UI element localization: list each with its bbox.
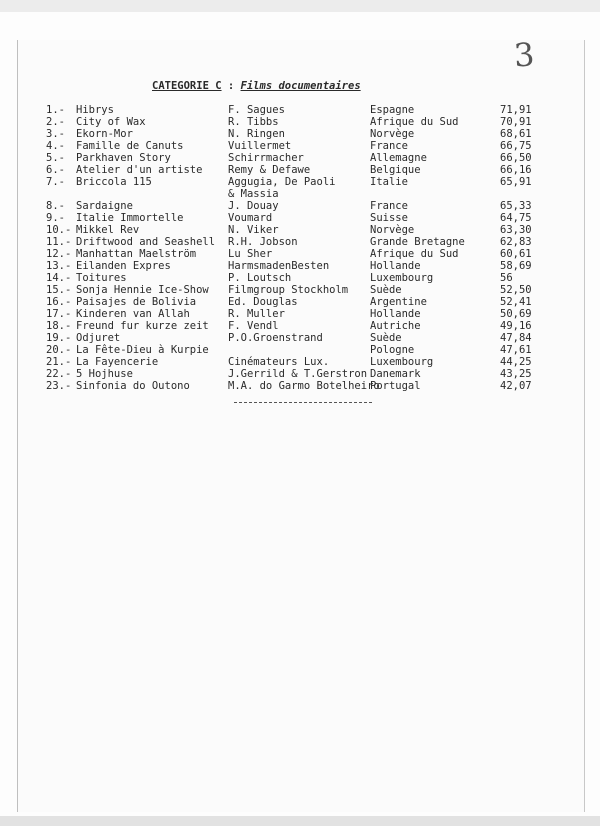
entry-number: 17.-: [46, 308, 72, 320]
film-title: La Fayencerie: [76, 356, 159, 368]
film-title: Toitures: [76, 272, 127, 284]
film-author: HarmsmadenBesten: [228, 260, 330, 272]
film-title: Briccola 115: [76, 176, 152, 188]
film-title: Mikkel Rev: [76, 224, 140, 236]
table-row: [0, 332, 600, 344]
film-author: M.A. do Garmo Botelheiro: [228, 380, 380, 392]
film-score: 56: [500, 272, 513, 284]
film-author: Lu Sher: [228, 248, 273, 260]
entry-number: 15.-: [46, 284, 72, 296]
film-author: F. Sagues: [228, 104, 285, 116]
film-score: 68,61: [500, 128, 532, 140]
entry-number: 12.-: [46, 248, 72, 260]
table-row: [0, 128, 600, 140]
film-country: Suisse: [370, 212, 408, 224]
entry-number: 7.-: [46, 176, 65, 188]
table-row: [0, 284, 600, 296]
entry-number: 9.-: [46, 212, 65, 224]
film-score: 60,61: [500, 248, 532, 260]
film-author: Aggugia, De Paoli: [228, 176, 336, 188]
scan-top-edge: [0, 0, 600, 12]
category-heading: [152, 80, 361, 92]
film-title: La Fête-Dieu à Kurpie: [76, 344, 209, 356]
table-row: [0, 140, 600, 152]
entry-number: 10.-: [46, 224, 72, 236]
category-title: Films documentaires: [240, 80, 361, 92]
entry-number: 1.-: [46, 104, 65, 116]
film-score: 44,25: [500, 356, 532, 368]
entry-number: 23.-: [46, 380, 72, 392]
table-row: [0, 320, 600, 332]
film-author: R.H. Jobson: [228, 236, 298, 248]
film-title: Odjuret: [76, 332, 121, 344]
category-label: CATEGORIE C: [152, 80, 222, 92]
film-title: Kinderen van Allah: [76, 308, 190, 320]
table-row: [0, 236, 600, 248]
film-title: Paisajes de Bolivia: [76, 296, 197, 308]
film-country: Hollande: [370, 308, 421, 320]
entry-number: 5.-: [46, 152, 65, 164]
table-row: [0, 380, 600, 392]
table-row: [0, 212, 600, 224]
film-score: 62,83: [500, 236, 532, 248]
film-country: Italie: [370, 176, 408, 188]
film-author: R. Muller: [228, 308, 285, 320]
dashed-divider: [234, 402, 372, 403]
film-author: P. Loutsch: [228, 272, 292, 284]
film-author: N. Ringen: [228, 128, 285, 140]
film-title: Atelier d'un artiste: [76, 164, 203, 176]
film-title: Sardaigne: [76, 200, 133, 212]
film-author: Cinémateurs Lux.: [228, 356, 330, 368]
entry-number: 19.-: [46, 332, 72, 344]
scan-bottom-edge: [0, 816, 600, 826]
film-title: Parkhaven Story: [76, 152, 171, 164]
table-row: [0, 248, 600, 260]
table-row: [0, 344, 600, 356]
heading-separator: :: [227, 80, 235, 92]
film-author: & Massia: [228, 188, 279, 200]
entry-number: 22.-: [46, 368, 72, 380]
film-country: Norvège: [370, 224, 415, 236]
table-row: [0, 356, 600, 368]
film-score: 50,69: [500, 308, 532, 320]
entry-number: 13.-: [46, 260, 72, 272]
film-author: J. Douay: [228, 200, 279, 212]
film-title: 5 Hojhuse: [76, 368, 133, 380]
table-row: [0, 116, 600, 128]
film-score: 52,50: [500, 284, 532, 296]
film-title: Driftwood and Seashell: [76, 236, 216, 248]
table-row: [0, 272, 600, 284]
film-title: Famille de Canuts: [76, 140, 184, 152]
film-score: 65,91: [500, 176, 532, 188]
entry-number: 11.-: [46, 236, 72, 248]
table-row: [0, 164, 600, 176]
film-author: P.O.Groenstrand: [228, 332, 323, 344]
film-title: City of Wax: [76, 116, 146, 128]
table-row: [0, 368, 600, 380]
entry-number: 21.-: [46, 356, 72, 368]
entry-number: 14.-: [46, 272, 72, 284]
film-author: Filmgroup Stockholm: [228, 284, 349, 296]
film-country: Norvège: [370, 128, 415, 140]
film-country: France: [370, 140, 408, 152]
film-country: Portugal: [370, 380, 421, 392]
entry-number: 2.-: [46, 116, 65, 128]
film-country: Suède: [370, 332, 402, 344]
entry-number: 3.-: [46, 128, 65, 140]
film-title: Sonja Hennie Ice-Show: [76, 284, 209, 296]
film-score: 64,75: [500, 212, 532, 224]
table-row: [0, 224, 600, 236]
table-row: [0, 296, 600, 308]
film-score: 71,91: [500, 104, 532, 116]
film-title: Sinfonia do Outono: [76, 380, 190, 392]
film-country: Belgique: [370, 164, 421, 176]
film-author: R. Tibbs: [228, 116, 279, 128]
film-author: Schirrmacher: [228, 152, 304, 164]
film-score: 66,50: [500, 152, 532, 164]
entry-number: 6.-: [46, 164, 65, 176]
film-country: Luxembourg: [370, 356, 434, 368]
table-row: [0, 200, 600, 212]
film-author: Vuillermet: [228, 140, 292, 152]
film-author: F. Vendl: [228, 320, 279, 332]
film-title: Ekorn-Mor: [76, 128, 133, 140]
film-title: Eilanden Expres: [76, 260, 171, 272]
film-author: Remy & Defawe: [228, 164, 311, 176]
film-score: 52,41: [500, 296, 532, 308]
film-country: Argentine: [370, 296, 427, 308]
film-country: Luxembourg: [370, 272, 434, 284]
film-title: Manhattan Maelström: [76, 248, 197, 260]
film-score: 42,07: [500, 380, 532, 392]
film-country: Allemagne: [370, 152, 427, 164]
film-country: Hollande: [370, 260, 421, 272]
table-row: [0, 308, 600, 320]
film-title: Freund fur kurze zeit: [76, 320, 209, 332]
film-score: 58,69: [500, 260, 532, 272]
entry-number: 8.-: [46, 200, 65, 212]
film-country: Afrique du Sud: [370, 248, 459, 260]
table-row: [0, 260, 600, 272]
film-score: 70,91: [500, 116, 532, 128]
film-title: Italie Immortelle: [76, 212, 184, 224]
film-country: France: [370, 200, 408, 212]
entry-number: 20.-: [46, 344, 72, 356]
entry-number: 4.-: [46, 140, 65, 152]
film-score: 66,16: [500, 164, 532, 176]
film-country: Danemark: [370, 368, 421, 380]
table-row: [0, 152, 600, 164]
film-country: Autriche: [370, 320, 421, 332]
film-author: Ed. Douglas: [228, 296, 298, 308]
film-country: Suède: [370, 284, 402, 296]
film-score: 47,61: [500, 344, 532, 356]
film-score: 66,75: [500, 140, 532, 152]
film-score: 63,30: [500, 224, 532, 236]
film-title: Hibrys: [76, 104, 114, 116]
film-author: J.Gerrild & T.Gerstron: [228, 368, 368, 380]
table-row: [0, 188, 600, 200]
table-row: [0, 176, 600, 188]
film-country: Pologne: [370, 344, 415, 356]
film-author: N. Viker: [228, 224, 279, 236]
handwritten-page-number: 3: [512, 35, 536, 75]
film-score: 47,84: [500, 332, 532, 344]
film-country: Afrique du Sud: [370, 116, 459, 128]
film-country: Espagne: [370, 104, 415, 116]
film-author: Voumard: [228, 212, 273, 224]
film-score: 49,16: [500, 320, 532, 332]
film-score: 65,33: [500, 200, 532, 212]
entry-number: 18.-: [46, 320, 72, 332]
film-score: 43,25: [500, 368, 532, 380]
entry-number: 16.-: [46, 296, 72, 308]
film-country: Grande Bretagne: [370, 236, 465, 248]
table-row: [0, 104, 600, 116]
